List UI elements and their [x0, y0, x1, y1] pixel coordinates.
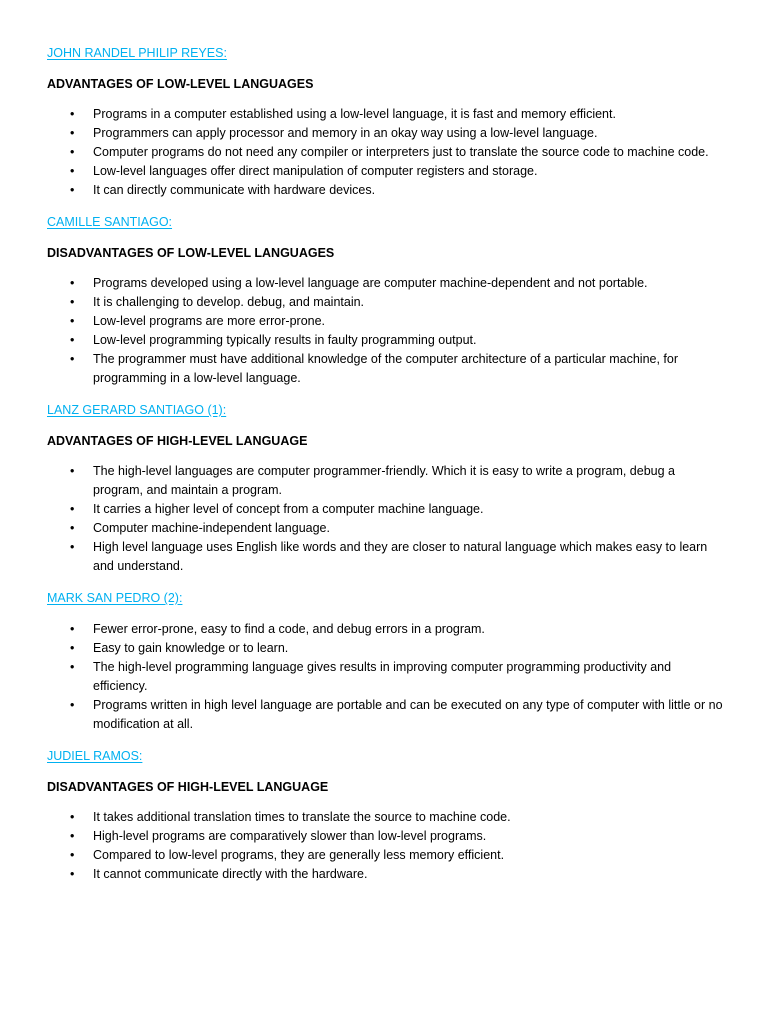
author-name: LANZ GERARD SANTIAGO (1): — [47, 403, 227, 417]
section-heading: DISADVANTAGES OF HIGH-LEVEL LANGUAGE — [47, 780, 329, 794]
bullet-icon: • — [70, 698, 75, 712]
bullet-icon: • — [70, 295, 75, 309]
list-item: • Programs written in high level language are portable and can be executed on any type of computer with little or no modification at all. — [70, 698, 723, 731]
bullet-icon: • — [70, 641, 75, 655]
section-san-pedro — [47, 589, 727, 747]
bullet-icon: • — [70, 464, 75, 478]
bullet-icon: • — [70, 521, 75, 535]
list-item: • Programmers can apply processor and memory in an okay way using a low-level language. — [47, 124, 727, 143]
section-heading: ADVANTAGES OF LOW-LEVEL LANGUAGES — [47, 77, 314, 91]
list-item: • The high-level programming language gives results in improving computer programming productivity and efficiency. — [70, 660, 672, 693]
section-reyes — [47, 44, 727, 213]
author-name: CAMILLE SANTIAGO: — [47, 215, 173, 229]
document-page — [47, 44, 727, 884]
list-item: • Programs in a computer established using a low-level language, it is fast and memory efficient. — [47, 105, 727, 124]
bullet-icon: • — [70, 164, 75, 178]
bullet-icon: • — [70, 622, 75, 636]
bullet-icon: • — [70, 502, 75, 516]
list-item: • High level language uses English like words and they are closer to natural language which makes easy to learn and understand. — [70, 540, 708, 573]
bullet-icon: • — [70, 183, 75, 197]
bullet-list — [47, 620, 727, 734]
bullet-icon: • — [70, 829, 75, 843]
section-heading: ADVANTAGES OF HIGH-LEVEL LANGUAGE — [47, 434, 308, 448]
author-name: JOHN RANDEL PHILIP REYES: — [47, 46, 227, 60]
list-item: • The high-level languages are computer programmer-friendly. Which it is easy to write a program, debug a program, and maintain a program. — [70, 464, 675, 497]
bullet-icon: • — [70, 145, 75, 159]
list-item: • It cannot communicate directly with the hardware. — [47, 865, 727, 884]
list-item: • Low-level languages offer direct manipulation of computer registers and storage. — [47, 162, 727, 181]
list-item: • The programmer must have additional knowledge of the computer architecture of a particular machine, for programming in a low-level language. — [70, 352, 679, 385]
bullet-icon: • — [70, 810, 75, 824]
bullet-icon: • — [70, 660, 75, 674]
bullet-icon: • — [70, 352, 75, 366]
list-item: • Computer programs do not need any compiler or interpreters just to translate the source code to machine code. — [47, 143, 727, 162]
author-name: JUDIEL RAMOS: — [47, 749, 143, 763]
section-heading: DISADVANTAGES OF LOW-LEVEL LANGUAGES — [47, 246, 335, 260]
section-lanz-santiago — [47, 401, 727, 589]
section-camille-santiago — [47, 213, 727, 401]
list-item: • Fewer error-prone, easy to find a code, and debug errors in a program. — [47, 620, 727, 639]
list-item: • It is challenging to develop. debug, and maintain. — [47, 293, 727, 312]
bullet-icon: • — [70, 540, 75, 554]
bullet-icon: • — [70, 333, 75, 347]
list-item: • It carries a higher level of concept from a computer machine language. — [47, 500, 727, 519]
bullet-icon: • — [70, 848, 75, 862]
bullet-icon: • — [70, 107, 75, 121]
list-item: • Low-level programming typically results in faulty programming output. — [47, 331, 727, 350]
bullet-list — [47, 808, 727, 884]
bullet-icon: • — [70, 867, 75, 881]
section-ramos — [47, 747, 727, 884]
list-item: • High-level programs are comparatively slower than low-level programs. — [47, 827, 727, 846]
bullet-list — [47, 462, 727, 576]
bullet-list — [47, 105, 727, 200]
author-name: MARK SAN PEDRO (2): — [47, 591, 183, 605]
list-item: • Low-level programs are more error-prone. — [47, 312, 727, 331]
bullet-list — [47, 274, 727, 388]
bullet-icon: • — [70, 126, 75, 140]
list-item: • Computer machine-independent language. — [47, 519, 727, 538]
list-item: • It can directly communicate with hardware devices. — [47, 181, 727, 200]
list-item: • Compared to low-level programs, they are generally less memory efficient. — [47, 846, 727, 865]
bullet-icon: • — [70, 276, 75, 290]
list-item: • Programs developed using a low-level language are computer machine-dependent and not portable. — [47, 274, 727, 293]
bullet-icon: • — [70, 314, 75, 328]
list-item: • Easy to gain knowledge or to learn. — [47, 639, 727, 658]
list-item: • It takes additional translation times to translate the source to machine code. — [47, 808, 727, 827]
